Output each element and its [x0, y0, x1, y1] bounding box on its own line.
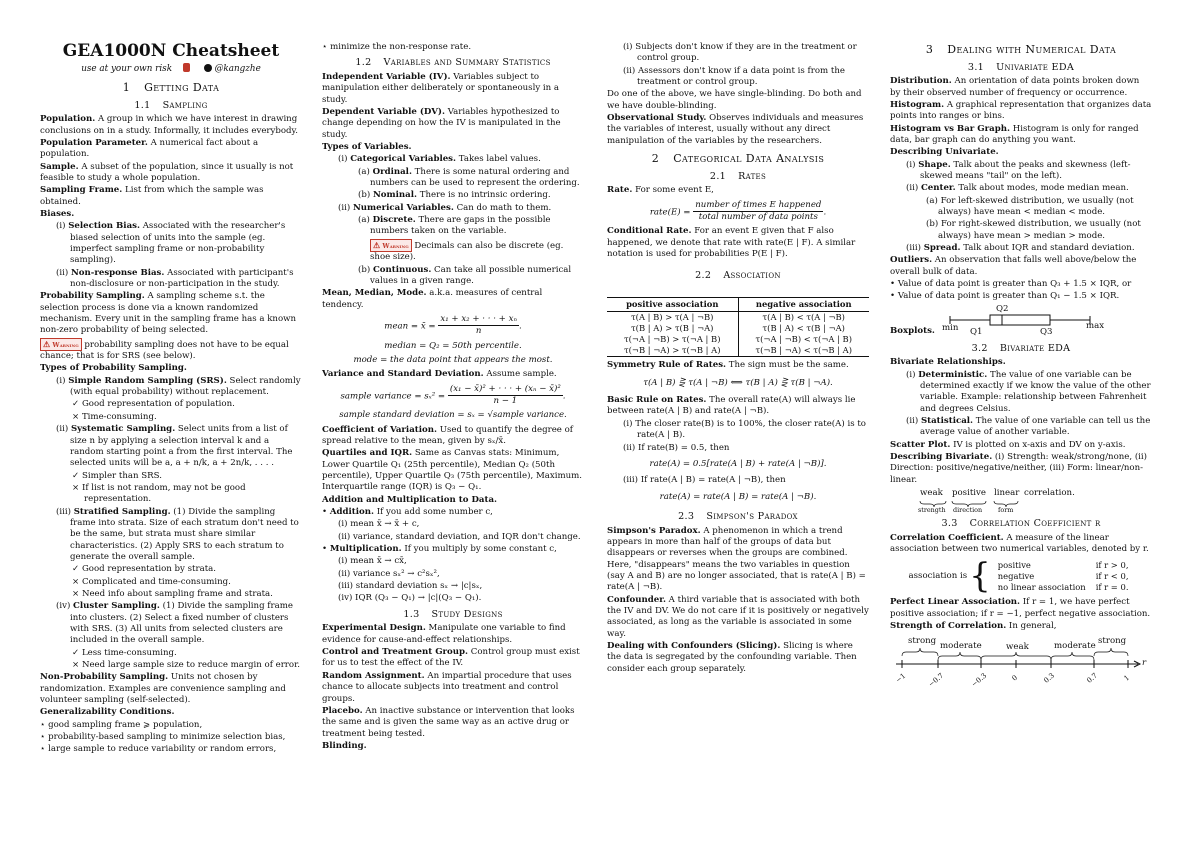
cases-lhs: association is	[908, 570, 968, 581]
rule-formula: rate(A) = 0.5[rate(A | B) + rate(A | ¬B)].	[649, 458, 827, 469]
list-item: (ii) Non-response Bias. Associated with participant's non-disclosure or non-participation in the study.	[56, 267, 294, 290]
warning-note: ⚠ Warning Decimals can also be discrete (eg. shoe size).	[370, 239, 564, 263]
list-item: (ii) If rate(B) = 0.5, then	[623, 442, 730, 453]
list-item: (ii) variance, standard deviation, and IQR don't change.	[338, 531, 581, 542]
list-item: (iii) standard deviation sₓ → |c|sₓ,	[338, 581, 483, 592]
mmm-heading: Mean, Median, Mode. a.k.a. measures of central tendency.	[322, 288, 543, 310]
list-item: (b) Nominal. There is no intrinsic ordering.	[358, 190, 551, 201]
bullet-item: • Value of data point is greater than Q₁ − 1.5 × IQR.	[890, 291, 1120, 302]
section-heading: 3 Dealing with Numerical Data	[925, 43, 1117, 56]
list-item: (i) The closer rate(B) is to 100%, the closer rate(A) is to rate(A | B).	[623, 418, 866, 441]
table-row: τ(¬B | ¬A) > τ(¬B | A) τ(¬B | ¬A) < τ(¬B | A)	[607, 345, 869, 357]
subsection-heading: 1.2 Variables and Summary Statistics	[355, 57, 551, 69]
definition-distribution: Distribution. An orientation of data points broken down by their observed number of frequency or occurrence.	[890, 76, 1140, 98]
definition-conditional-rate: Conditional Rate. For an event E given that F also happened, we denote that rate with rate(E | F). A similar notation is used for probabilities P(E | F).	[607, 226, 856, 259]
section-heading: 2 Categorical Data Analysis	[651, 152, 825, 166]
table-row: positive if r > 0,	[997, 559, 1129, 570]
warning-icon: ⚠	[43, 338, 51, 349]
pro-item: ✓ Less time-consuming.	[72, 647, 177, 658]
list-item: (i) mean x̄ → cx̄,	[338, 556, 407, 567]
blinding-note: Do one of the above, we have single-blinding. Do both and we have double-blinding.	[607, 89, 862, 111]
column-2	[322, 42, 584, 753]
table-header: negative association	[738, 297, 869, 311]
boxplot-q3-label: Q3	[1040, 326, 1053, 337]
scale-moderate-right: moderate	[1054, 640, 1096, 651]
bivariate-heading: Bivariate Relationships.	[890, 357, 1006, 368]
mode-formula: mode = the data point that appears the most.	[353, 354, 553, 365]
list-item: (ii) variance sₓ² → c²sₓ²,	[338, 568, 440, 579]
list-item: (i) mean x̄ → x̄ + c,	[338, 519, 420, 530]
types-heading: Types of Variables.	[322, 142, 412, 153]
subsection-heading: 3.1 Univariate EDA	[967, 61, 1075, 73]
list-item: (i) Subjects don't know if they are in the treatment or control group.	[623, 42, 857, 64]
con-item: × Time-consuming.	[72, 411, 157, 422]
subsection-heading: 2.1 Rates	[709, 170, 767, 182]
column-1	[40, 38, 302, 757]
rate-formula: rate(E) = $\frac{\text{number of times E happened}}{\text{total number of data points}}$ .	[649, 199, 827, 222]
table-row: negative if r < 0,	[997, 570, 1129, 581]
subsection-heading: 1.1 Sampling	[134, 99, 208, 111]
tick-label: 1	[1122, 673, 1132, 683]
definition-iv: Independent Variable (IV). Variables subject to manipulation either deliberately or spontaneously in a study.	[322, 72, 560, 105]
pro-item: ✓ Good representation by strata.	[72, 564, 217, 575]
mean-formula: mean = x̄ = $\frac{\text{x₁ + x₂ + · · · + xₙ}}{n}$ .	[384, 313, 522, 337]
list-item: (b) For right-skewed distribution, we usually (not always) have mean > median > mode.	[926, 219, 1141, 241]
definition-simpsons-paradox: Simpson's Paradox. A phenomenon in which a trend appears in more than half of the groups of data but disappears or reverses when the groups are combined. Here, "disappears" means the two variables in question (say A and B) are no longer associated, that is rate(A | B) = rate(A | ¬B).	[607, 525, 866, 593]
rule-formula: rate(A) = rate(A | B) = rate(A | ¬B).	[659, 491, 817, 502]
scale-strong-right: strong	[1098, 635, 1127, 646]
star-item: ⋆ probability-based sampling to minimize selection bias,	[40, 732, 286, 743]
biases-heading: Biases.	[40, 208, 75, 219]
list-item: (iii) Spread. Talk about IQR and standard deviation.	[906, 242, 1135, 253]
definition-random-assignment: Random Assignment. An impartial procedure that uses chance to allocate subjects into treatment and control groups.	[322, 670, 572, 704]
example-form-label: form	[998, 506, 1014, 515]
tick-label: 0.7	[1085, 671, 1100, 685]
scale-weak: weak	[1006, 641, 1029, 652]
list-item: (a) Ordinal. There is some natural ordering and numbers can be used to represent the ordering.	[358, 166, 580, 189]
definition-sample: Sample. A subset of the population, since it usually is not feasible to study a whole population.	[40, 161, 294, 183]
definition-histogram: Histogram. A graphical representation that organizes data points into ranges or bins.	[890, 99, 1152, 122]
subsection-heading: 2.3 Simpson's Paradox	[678, 510, 798, 522]
example-direction-label: direction	[953, 506, 983, 515]
symmetry-rule: Symmetry Rule of Rates. The sign must be the same.	[607, 360, 849, 371]
bullet-item: • Value of data point is greater than Q₃ + 1.5 × IQR, or	[890, 279, 1132, 290]
definition-histogram-vs-bar: Histogram vs Bar Graph. Histogram is only for ranged data, bar graph can do anything you want.	[890, 123, 1139, 145]
example-weak: weak	[920, 488, 943, 499]
boxplot-figure	[890, 305, 1152, 339]
con-item: × Complicated and time-consuming.	[72, 576, 231, 587]
definition-outliers: Outliers. An observation that falls well above/below the overall bulk of data.	[890, 255, 1137, 277]
definition-cv: Coefficient of Variation. Used to quantify the degree of spread relative to the mean, given by sₓ/x̄.	[322, 424, 573, 446]
list-item: (ii) Statistical. The value of one variable can tell us the average value of another variable.	[906, 416, 1151, 438]
list-item: (ii) Systematic Sampling. Select units from a list of size n by applying a selection interval k and a random starting point a from the first interval. The selected units will be a, a + n/k, a + 2n/k, . . . .	[56, 424, 293, 469]
list-item: (ii) Assessors don't know if a data point is from the treatment or control group.	[623, 65, 845, 88]
definition-population: Population. A group in which we have interest in drawing conclusions on in a study. Informally, it includes everybody.	[40, 114, 299, 136]
warning-icon: ⚠	[373, 239, 381, 250]
con-item: × Need info about sampling frame and strata.	[72, 588, 273, 599]
strength-heading: Strength of Correlation. In general,	[890, 621, 1057, 632]
page-subtitle	[40, 63, 302, 76]
bullet-item: • Multiplication. If you multiply by some constant c,	[322, 544, 557, 555]
addmul-heading: Addition and Multiplication to Data.	[322, 494, 498, 505]
definition-observational: Observational Study. Observes individuals and measures the variables of interest, usually without any direct manipulation of the variables by the researchers.	[607, 113, 864, 146]
page-title: GEA1000N Cheatsheet	[62, 41, 280, 61]
definition-scatter: Scatter Plot. IV is plotted on x-axis and DV on y-axis.	[890, 439, 1126, 450]
table-row: τ(¬A | ¬B) > τ(¬A | B) τ(¬A | ¬B) < τ(¬A | B)	[607, 334, 869, 345]
list-item: (a) For left-skewed distribution, we usually (not always) have mean < median < mode.	[926, 195, 1134, 217]
boxplot-max-label: max	[1086, 320, 1105, 331]
list-item: (iii) If rate(A | B) = rate(A | ¬B), then	[623, 475, 786, 486]
star-item: ⋆ minimize the non-response rate.	[322, 42, 472, 52]
table-header: positive association	[607, 297, 738, 311]
definition-confounder: Confounder. A third variable that is associated with both the IV and DV. We do not care if it is positively or negatively associated, as long as the variable is associated in some way.	[607, 594, 869, 639]
star-item: ⋆ large sample to reduce variability or random errors,	[40, 744, 277, 755]
list-item: (ii) Numerical Variables. Can do math to them.	[338, 202, 552, 213]
types-heading: Types of Probability Sampling.	[40, 363, 187, 374]
sd-formula: sample standard deviation = sₓ = √sample variance.	[339, 410, 567, 421]
definition-slicing: Dealing with Confounders (Slicing). Slicing is where the data is segregated by the confounding variable. Then consider each group separately.	[607, 640, 857, 674]
list-item: (iv) IQR (Q₃ − Q₁) → |c|(Q₃ − Q₁).	[338, 593, 482, 604]
generalizability-heading: Generalizability Conditions.	[40, 707, 175, 718]
definition-sampling-frame: Sampling Frame. List from which the sample was obtained.	[40, 185, 264, 207]
heart-icon	[183, 63, 190, 72]
definition-dv: Dependent Variable (DV). Variables hypothesized to change depending on how the IV is manipulated in the study.	[322, 107, 561, 140]
bullet-item: • Addition. If you add some number c,	[322, 507, 493, 518]
boxplot-min-label: min	[942, 322, 959, 333]
subsection-heading: 1.3 Study Designs	[403, 608, 503, 620]
list-item: (a) Discrete. There are gaps in the possible numbers taken on the variable.	[358, 215, 551, 237]
symmetry-formula: τ(A | B) ⋛ τ(A | ¬B) ⟺ τ(B | A) ⋛ τ(B | ¬A).	[643, 377, 833, 388]
boxplot-diagram	[890, 305, 1152, 339]
pro-item: ✓ Simpler than SRS.	[72, 470, 162, 481]
brace: {	[969, 556, 991, 597]
association-cases	[890, 556, 1152, 597]
example-positive: positive	[952, 488, 986, 499]
boxplot-q2-label: Q2	[996, 303, 1009, 314]
list-item: (i) Simple Random Sampling (SRS). Select randomly (with equal probability) without replacement.	[56, 375, 301, 398]
list-item: (i) Deterministic. The value of one variable can be determined exactly if we know the value of the other variable. Example: relationship between Fahrenheit and degrees Celsius.	[906, 369, 1151, 414]
table-row: τ(B | A) > τ(B | ¬A) τ(B | A) < τ(B | ¬A)	[607, 323, 869, 334]
table-row: no linear association if r = 0.	[997, 582, 1129, 593]
column-4	[890, 38, 1152, 696]
tick-label: 0	[1010, 673, 1020, 683]
warning-badge: ⚠ Warning	[40, 338, 82, 351]
bivariate-example	[890, 488, 1152, 514]
subsection-heading: 3.3 Correlation Coefficient r	[941, 518, 1101, 530]
list-item: (i) Shape. Talk about the peaks and skewness (left-skewed means "tail" on the left).	[906, 159, 1131, 181]
definition-quartiles: Quartiles and IQR. Same as Canvas stats: Minimum, Lower Quartile Q₁ (25th percentile), Median Q₂ (50th percentile), Upper Quartile Q₃ (75th percentile), Maximum. Interquartile range (IQR) is Q₃ − Q₁.	[322, 448, 583, 493]
variance-heading: Variance and Standard Deviation. Assume sample.	[322, 369, 557, 380]
table-row: τ(A | B) > τ(A | ¬B) τ(A | B) < τ(A | ¬B)	[607, 312, 869, 324]
con-item: × If list is not random, may not be good representation.	[72, 482, 246, 505]
association-table	[607, 297, 869, 357]
boxplot-label: Boxplots.	[890, 325, 935, 336]
definition-placebo: Placebo. An inactive substance or intervention that looks the same and is given the same way as an active drug or treatment being tested.	[322, 705, 575, 739]
tick-label: −0.7	[927, 671, 946, 689]
list-item: (i) Categorical Variables. Takes label values.	[338, 154, 541, 165]
warning-badge: ⚠ Warning	[370, 239, 412, 252]
tick-label: 0.3	[1042, 671, 1057, 685]
list-item: (b) Continuous. Can take all possible numerical values in a given range.	[358, 264, 572, 286]
describing-bivariate: Describing Bivariate. (i) Strength: weak/strong/none, (ii) Direction: positive/negative/neither, (iii) Form: linear/non-linear.	[890, 452, 1148, 485]
definition-control: Control and Treatment Group. Control group must exist for us to test the effect of the IV.	[322, 647, 580, 669]
section-heading: 1 Getting Data	[122, 81, 220, 95]
scale-axis-label: r	[1142, 657, 1147, 668]
scale-moderate-left: moderate	[940, 640, 982, 651]
variance-formula: sample variance = sₓ² = $\frac{\text{(x₁ − x̄)² + · · · + (xₙ − x̄)²}}{n - 1}$ .	[340, 383, 566, 406]
definition-population-parameter: Population Parameter. A numerical fact about a population.	[40, 137, 259, 160]
basic-rule: Basic Rule on Rates. The overall rate(A) will always lie between rate(A | B) and rate(A | ¬B).	[607, 395, 856, 417]
definition-perfect-linear: Perfect Linear Association. If r = 1, we have perfect positive association; if r = −1, perfect negative association.	[890, 597, 1151, 619]
scale-strong-left: strong	[908, 635, 937, 646]
boxplot-q1-label: Q1	[970, 326, 983, 337]
con-item: × Need large sample size to reduce margin of error.	[72, 660, 300, 671]
example-correlation: correlation.	[1024, 488, 1075, 499]
subtitle-handle[interactable]: @kangzhe	[214, 64, 261, 75]
subsection-heading: 2.2 Association	[695, 270, 781, 282]
example-strength-label: strength	[918, 506, 946, 515]
definition-rate: Rate. For some event E,	[607, 185, 714, 196]
list-item: (i) Selection Bias. Associated with the researcher's biased selection of units into the sample (eg. imperfect sampling frame or non-probability sampling).	[56, 221, 286, 266]
blinding-heading: Blinding.	[322, 740, 367, 751]
list-item: (ii) Center. Talk about modes, mode median mean.	[906, 183, 1129, 194]
warning-note: ⚠ Warning probability sampling does not have to be equal chance; that is for SRS (see below).	[40, 338, 289, 362]
tick-label: −1	[894, 671, 908, 685]
list-item: (iii) Stratified Sampling. (1) Divide the sampling frame into strata. Size of each stratum don't need to be the same, but strata must share similar characteristics. (2) Apply SRS to each stratum to generate the overall sample.	[56, 506, 299, 562]
star-item: ⋆ good sampling frame ⩾ population,	[40, 719, 203, 730]
github-icon	[204, 64, 212, 72]
definition-non-probability-sampling: Non-Probability Sampling. Units not chosen by randomization. Examples are convenience sampling and volunteer sampling (self-selected).	[40, 672, 286, 706]
definition-correlation: Correlation Coefficient. A measure of the linear association between two numerical variables, denoted by r.	[890, 532, 1149, 555]
subtitle-disclaimer: use at your own risk	[81, 64, 173, 75]
list-item: (iv) Cluster Sampling. (1) Divide the sampling frame into clusters. (2) Select a fixed number of clusters with SRS. (3) All units from selected clusters are included in the overall sample.	[56, 601, 293, 646]
subsection-heading: 3.2 Bivariate EDA	[971, 342, 1071, 354]
cases-table	[993, 560, 1134, 593]
describing-univariate-heading: Describing Univariate.	[890, 147, 999, 158]
definition-experimental: Experimental Design. Manipulate one variable to find evidence for cause-and-effect relationships.	[322, 623, 566, 645]
tick-label: −0.3	[970, 671, 989, 689]
median-formula: median = Q₂ = 50th percentile.	[384, 340, 522, 351]
column-3	[607, 42, 869, 676]
strength-scale	[890, 634, 1152, 696]
pro-item: ✓ Good representation of population.	[72, 399, 235, 410]
definition-probability-sampling: Probability Sampling. A sampling scheme s.t. the selection process is done via a known randomized mechanism. Every unit in the sampling frame has a known non-zero probability of being selected.	[40, 291, 297, 336]
example-linear: linear	[994, 488, 1020, 499]
